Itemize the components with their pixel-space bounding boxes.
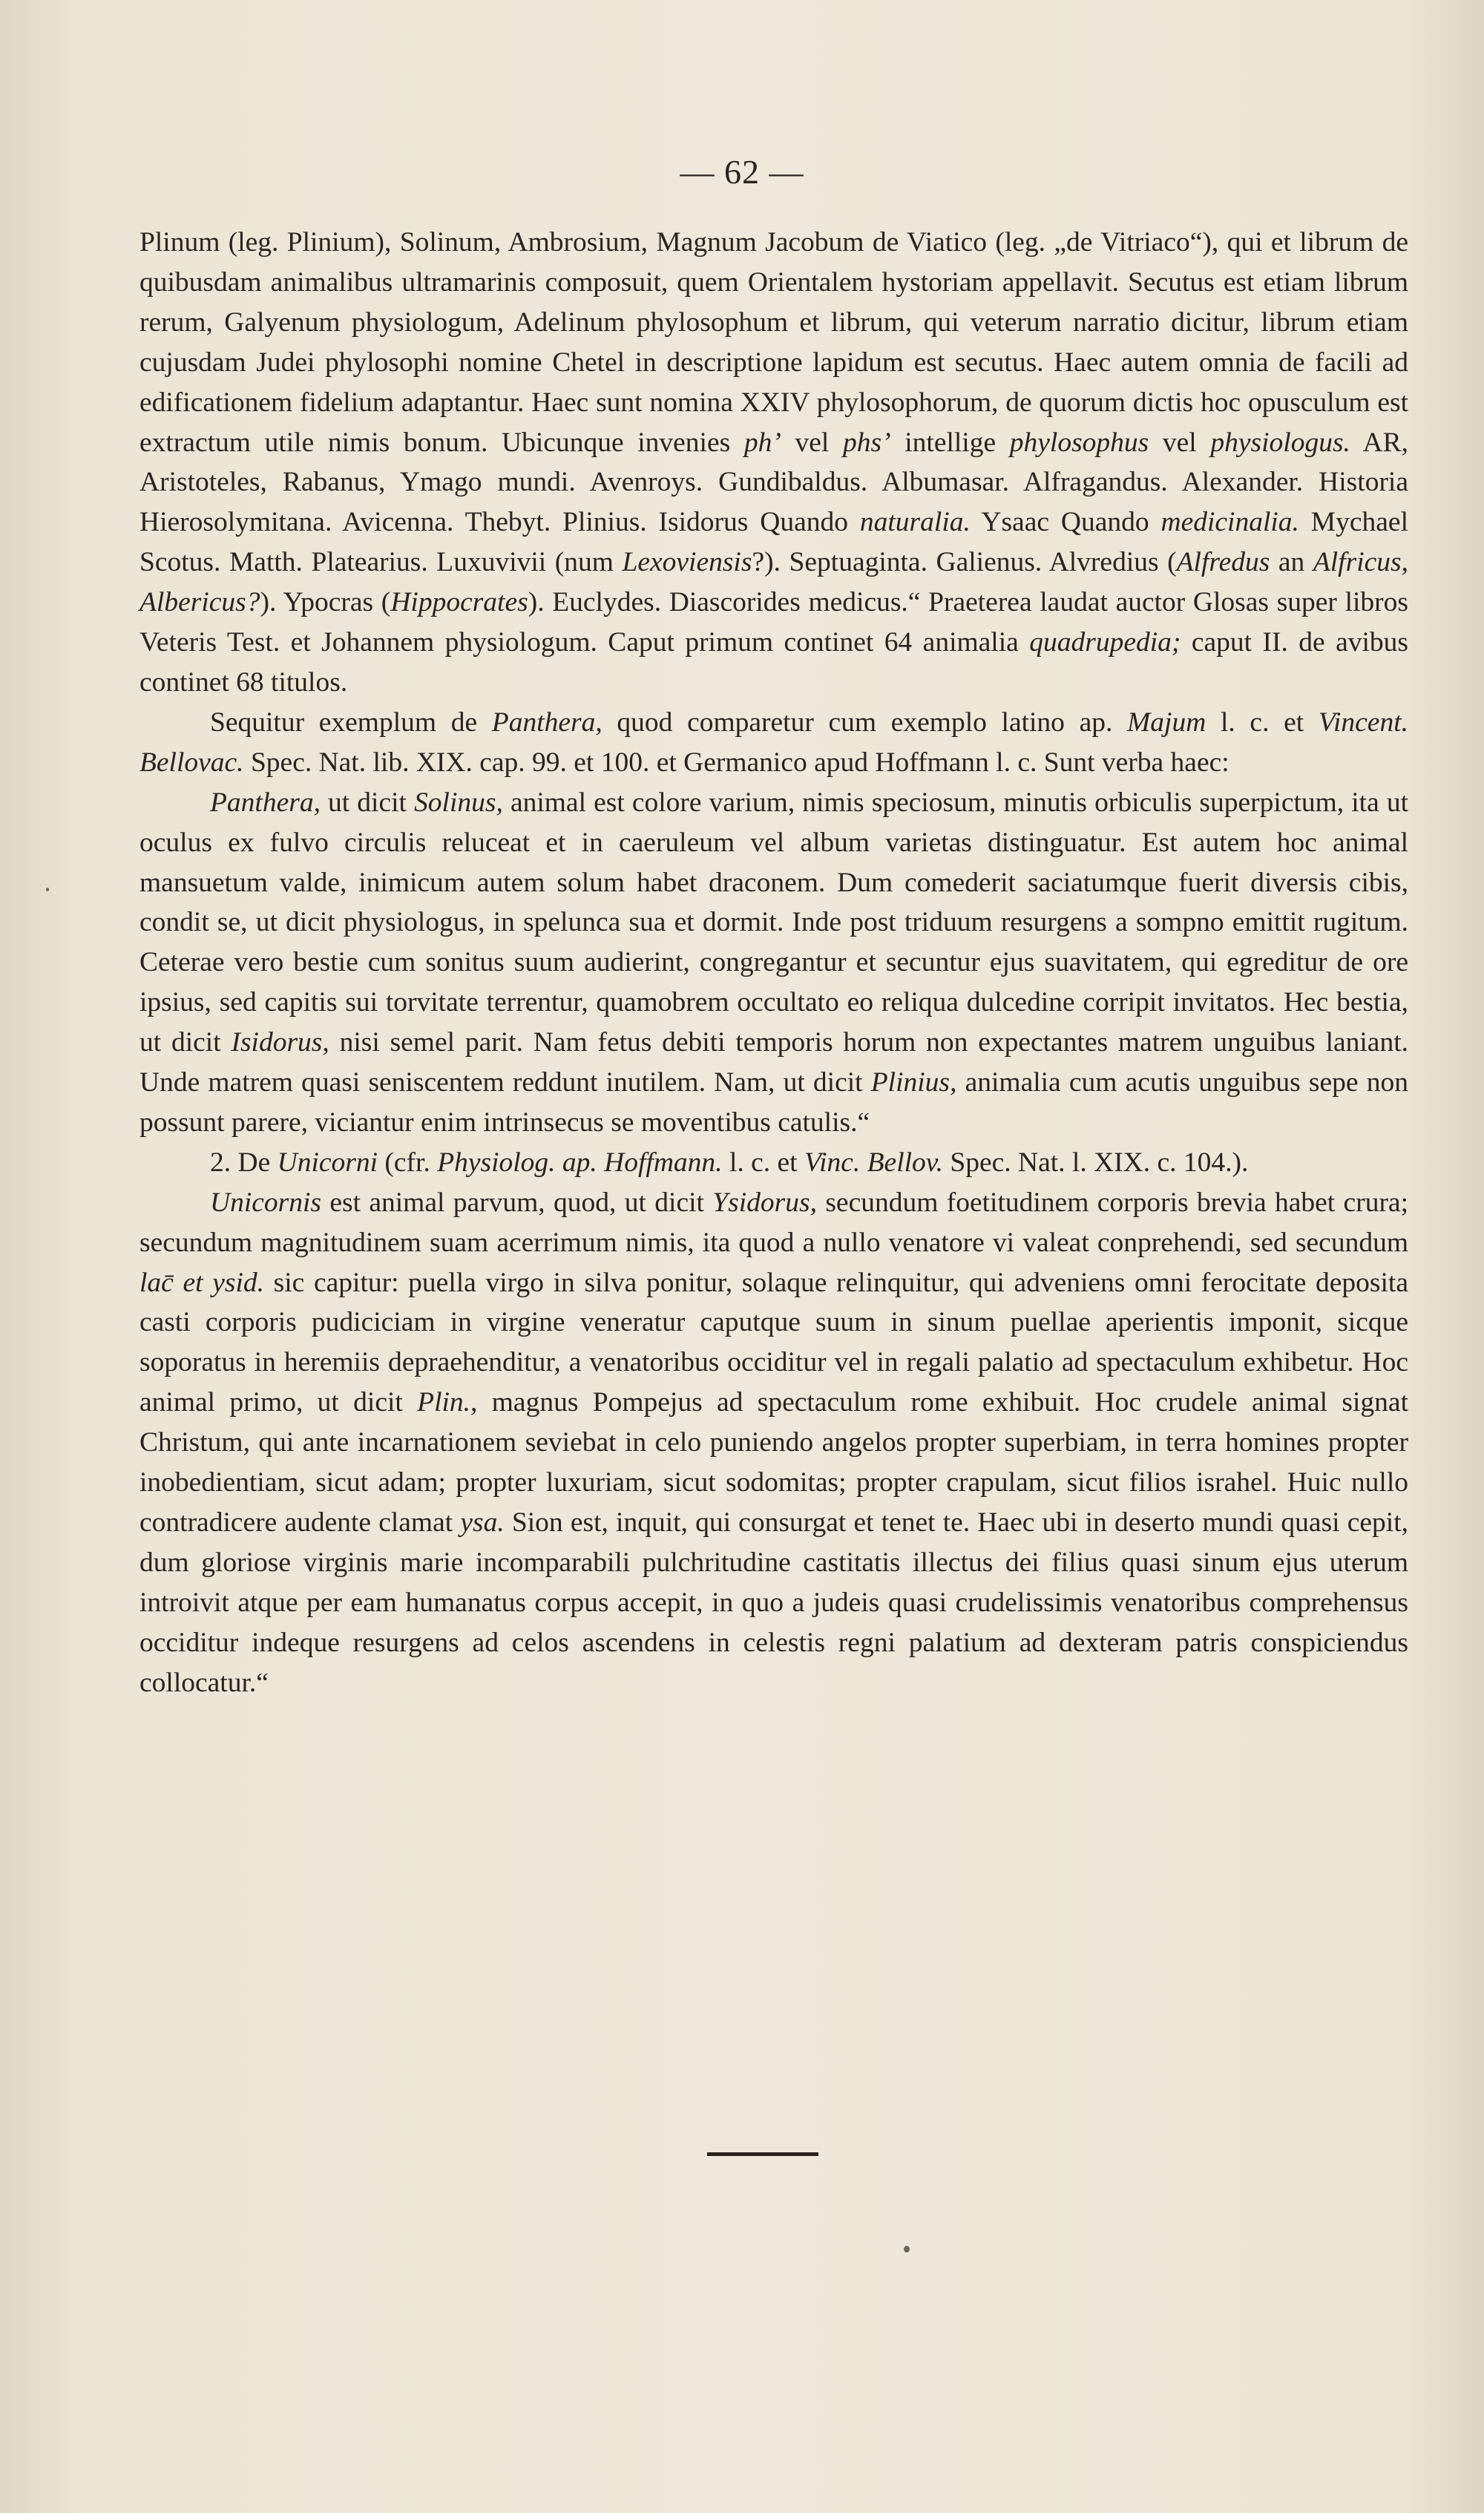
- text-run: ?). Septuaginta. Galienus. Alvredius (: [752, 547, 1177, 578]
- italic-run: ph’: [743, 427, 781, 458]
- text-run: animalia cum acutis unguibus sepe non possunt parere, viciantur enim intrinsecus se moventibus catulis.“: [139, 1067, 1408, 1138]
- italic-run: medicinalia.: [1160, 507, 1299, 538]
- text-run: l. c. et: [1206, 707, 1319, 738]
- italic-run: Unicorni: [277, 1147, 378, 1178]
- italic-run: quadrupedia;: [1029, 627, 1181, 658]
- italic-run: Unicornis: [210, 1187, 321, 1218]
- text-run: Spec. Nat. l. XIX. c. 104.).: [943, 1147, 1249, 1178]
- end-rule: [707, 2152, 818, 2156]
- italic-run: Alfricus, Albericus?: [139, 547, 1408, 618]
- paragraph-unicorn-text: [139, 1183, 1408, 1703]
- italic-run: Plin.,: [417, 1387, 478, 1418]
- text-run: nisi semel parit. Nam fetus debiti temporis horum non expectantes matrem unguibus laniant. Unde matrem quasi seniscentem reddunt inutilem. Nam, ut dicit: [139, 1027, 1408, 1098]
- text-run: ). Ypocras (: [260, 587, 391, 618]
- italic-run: Plinius,: [870, 1067, 957, 1098]
- italic-run: physiologus.: [1210, 427, 1350, 458]
- text-run: 2. De: [210, 1147, 278, 1178]
- italic-run: Alfredus: [1176, 547, 1270, 578]
- text-run: ). Euclydes. Diascorides medicus.“ Praeterea laudat auctor Glosas super libros Veteris Test. et Johannem physiologum. Caput primum continet 64 animalia: [139, 587, 1409, 658]
- italic-run: lac̄ et ysid.: [139, 1267, 264, 1298]
- text-run: ut dicit: [320, 787, 415, 818]
- text-run: (cfr.: [378, 1147, 438, 1178]
- text-run: AR, Aristoteles, Rabanus, Ymago mundi. Avenroys. Gundibaldus. Albumasar. Alfragandus. Alexander. Historia Hierosolymitana. Avicenna. Thebyt. Plinius. Isidorus Quando: [139, 427, 1408, 538]
- text-run: magnus Pompejus ad spectaculum rome exhibuit. Hoc crudele animal signat Christum, qui ante incarnationem seviebat in celo puniendo angelos propter superbiam, in terra homines propter inobedientiam, sicut adam; propter luxuriam, sicut sodomitas; propter crapulam, sicut filios israhel. Huic nullo contradicere audente clamat: [139, 1387, 1408, 1538]
- italic-run: Vinc. Bellov.: [804, 1147, 944, 1178]
- text-run: Ysaac Quando: [970, 507, 1161, 538]
- text-run: caput II. de avibus continet 68 titulos.: [139, 627, 1409, 698]
- text-run: vel: [1149, 427, 1211, 458]
- italic-run: naturalia.: [859, 507, 971, 538]
- italic-run: Hippocrates: [390, 587, 528, 618]
- paragraph-unicorn-heading: [139, 1143, 1408, 1183]
- italic-run: Solinus,: [414, 787, 503, 818]
- text-run: secundum foetitudinem corporis brevia habet crura; secundum magnitudinem suam acerrimum nimis, ita quod a nullo venatore vi valeat conprehendi, sed secundum: [139, 1187, 1408, 1258]
- body-text: [139, 223, 1408, 1703]
- text-run: quod comparetur cum exemplo latino ap.: [602, 707, 1128, 738]
- ink-speck: [904, 2246, 910, 2252]
- italic-run: ysa.: [460, 1507, 505, 1538]
- text-run: Sequitur exemplum de: [210, 707, 492, 738]
- italic-run: Lexoviensis: [622, 547, 752, 578]
- italic-run: Physiolog. ap. Hoffmann.: [437, 1147, 723, 1178]
- text-run: Mychael Scotus. Matth. Platearius. Luxuvivii (num: [139, 507, 1408, 578]
- text-run: l. c. et: [722, 1147, 804, 1178]
- italic-run: Ysidorus,: [712, 1187, 817, 1218]
- italic-run: Majum: [1127, 707, 1206, 738]
- italic-run: Panthera,: [210, 787, 321, 818]
- text-run: sic capitur: puella virgo in silva ponitur, solaque relinquitur, qui adveniens omni ferocitate deposita casti corporis pudiciciam in virgine veneratur caputque suum in sinum puellae aperientis imponit, sicque soporatus in heremiis depraehenditur, a venatoribus occiditur vel in regali palatio ad spectaculum exhibetur. Hoc animal primo, ut dicit: [139, 1267, 1408, 1418]
- paragraph-panthera-intro: [139, 703, 1408, 783]
- paragraph-panthera-text: [139, 783, 1408, 1143]
- text-run: an: [1270, 547, 1313, 578]
- page-number: — 62 —: [680, 153, 804, 191]
- text-run: intellige: [890, 427, 1010, 458]
- paragraph-authors-list: [139, 223, 1408, 703]
- italic-run: Panthera,: [491, 707, 603, 738]
- text-run: animal est colore varium, nimis speciosum, minutis orbiculis superpictum, ita ut oculus ex fulvo circulis reluceat et in caeruleum vel album varietas distinguatur. Est autem hoc animal mansuetum valde, inimicum autem solum habet draconem. Dum comederit saciatumque fuerit diversis cibis, condit se, ut dicit physiologus, in spelunca sua et dormit. Inde post triduum resurgens a sompno emittit rugitum. Ceterae vero bestie cum sonitus suum audierint, congregantur et secuntur ejus suavitatem, qui egreditur de ore ipsius, sed capitis sui torvitate terrentur, quamobrem occultato eo reliqua dulcedine corripit invitatos. Hec bestia, ut dicit: [139, 787, 1408, 1058]
- italic-run: phylosophus: [1009, 427, 1149, 458]
- italic-run: Isidorus,: [231, 1027, 329, 1058]
- text-run: vel: [781, 427, 843, 458]
- italic-run: phs’: [842, 427, 891, 458]
- text-run: est animal parvum, quod, ut dicit: [321, 1187, 713, 1218]
- italic-run: Vincent. Bellovac.: [139, 707, 1408, 778]
- text-run: Sion est, inquit, qui consurgat et tenet te. Haec ubi in deserto mundi quasi cepit, dum gloriose virginis marie incomparabili pulchritudine castitatis illectus dei filius quasi sinum ejus uterum introivit atque per eam humanatus corpus accepit, in quo a judeis quasi crudelissimis venatoribus comprehensus occiditur indeque resurgens ad celos ascendens in celestis regni palatium ad dexteram patris conspiciendus collocatur.“: [139, 1507, 1408, 1698]
- ink-speck: [46, 888, 49, 891]
- text-run: Plinum (leg. Plinium), Solinum, Ambrosium, Magnum Jacobum de Viatico (leg. „de Vitriaco“), qui et librum de quibusdam animalibus ultramarinis composuit, quem Orientalem hystoriam appellavit. Secutus est etiam librum rerum, Galyenum physiologum, Adelinum phylosophum et librum, qui veterum narratio dicitur, librum etiam cujusdam Judei phylosophi nomine Chetel in descriptione lapidum est secutus. Haec autem omnia de facili ad edificationem fidelium adaptantur. Haec sunt nomina XXIV phylosophorum, de quorum dictis hoc opusculum est extractum utile nimis bonum. Ubicunque invenies: [139, 227, 1408, 458]
- text-run: Spec. Nat. lib. XIX. cap. 99. et 100. et Germanico apud Hoffmann l. c. Sunt verba haec:: [243, 747, 1229, 778]
